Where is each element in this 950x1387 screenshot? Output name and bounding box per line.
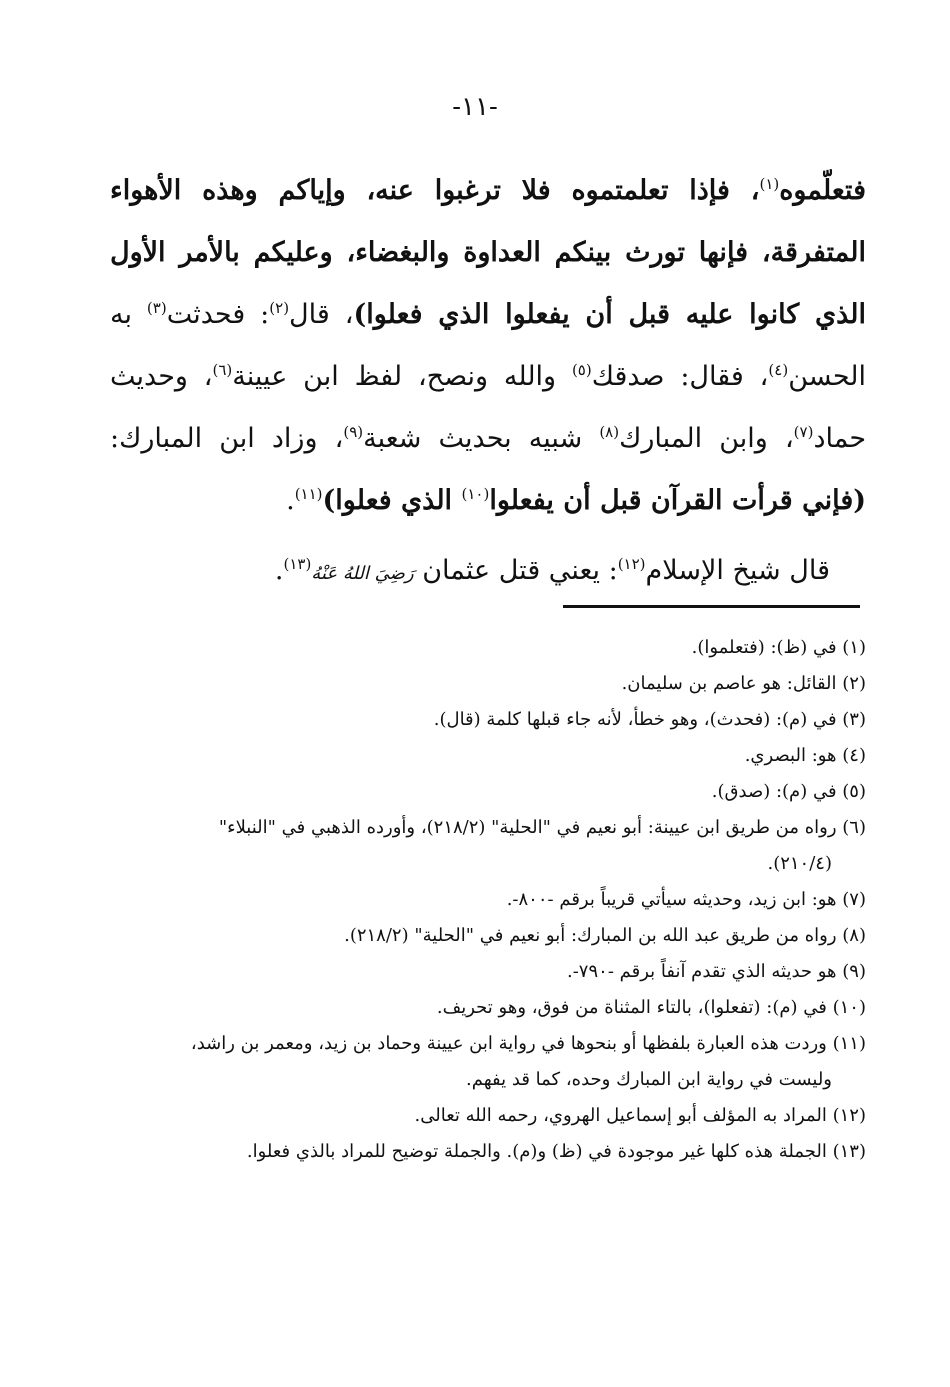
- footnote-ref: (١١): [294, 485, 323, 503]
- footnote-text: (٢) القائل: هو عاصم بن سليمان.: [621, 673, 866, 694]
- text-segment: ، فقال: صدقك: [591, 361, 769, 392]
- footnote-11: [110, 1026, 866, 1098]
- footnote-continuation: وليست في رواية ابن المبارك وحده، كما قد يفهم.: [466, 1069, 832, 1090]
- text-segment: .: [286, 485, 295, 516]
- footnote-text: (١٣) الجملة هذه كلها غير موجودة في (ظ) و(م). والجملة توضيح للمراد بالذي فعلوا.: [246, 1141, 866, 1162]
- footnote-ref: (٥): [571, 361, 592, 379]
- text-segment: ، قال: [289, 299, 354, 330]
- honorific-ligature: رَضِيَ اللهُ عَنْهُ: [311, 563, 414, 584]
- footnote-text: (٣) في (م): (فحدث)، وهو خطأ، لأنه جاء قبلها كلمة (قال).: [433, 709, 866, 730]
- text-segment: .: [274, 555, 284, 586]
- footnote-ref: (١٠): [461, 485, 490, 503]
- page-number: -١١-: [452, 92, 498, 122]
- main-paragraph-text: [110, 160, 866, 532]
- text-segment: الذي فعلوا): [322, 485, 462, 516]
- text-segment: (فإني قرأت القرآن قبل أن يفعلوا: [489, 485, 866, 516]
- footnote-9: [110, 954, 866, 990]
- text-segment: فتعلّموه: [779, 175, 866, 206]
- footnote-text: (٨) رواه من طريق عبد الله بن المبارك: أبو نعيم في "الحلية" (٢١٨/٢).: [344, 925, 866, 946]
- footnote-text: (١١) وردت هذه العبارة بلفظها أو بنحوها في رواية ابن عيينة وحماد بن زيد، ومعمر بن راشد،: [190, 1033, 866, 1054]
- footnote-12: [110, 1098, 866, 1134]
- text-segment: به الحسن: [110, 299, 866, 392]
- footnote-ref: (٨): [599, 423, 620, 441]
- footnote-text: (٩) هو حديثه الذي تقدم آنفاً برقم -٧٩٠-.: [566, 961, 866, 982]
- footnote-7: [110, 882, 866, 918]
- text-segment: والله ونصح، لفظ ابن عيينة: [232, 361, 572, 392]
- footnote-ref: (٧): [793, 423, 814, 441]
- text-segment: ، وزاد ابن المبارك:: [110, 423, 344, 454]
- footnote-5: [110, 774, 866, 810]
- quote-line: [110, 540, 830, 605]
- footnote-text: (١٢) المراد به المؤلف أبو إسماعيل الهروي، رحمه الله تعالى.: [414, 1105, 866, 1126]
- footnote-continuation: (٢١٠/٤).: [767, 853, 832, 874]
- footnote-13: [110, 1134, 866, 1170]
- footnote-1: [110, 630, 866, 666]
- footnote-divider: [563, 605, 860, 608]
- text-segment: ، وابن المبارك: [619, 423, 794, 454]
- footnote-ref: (٦): [212, 361, 233, 379]
- footnote-ref: (١٣): [283, 555, 312, 573]
- text-segment: قال شيخ الإسلام: [645, 555, 830, 586]
- text-segment: شبيه بحديث شعبة: [363, 423, 600, 454]
- footnote-ref: (١): [759, 175, 780, 193]
- text-segment: ، وحديث حماد: [110, 361, 867, 454]
- footnotes-list: [110, 630, 866, 1170]
- footnote-text: (٥) في (م): (صدق).: [711, 781, 866, 802]
- footnote-text: (١٠) في (م): (تفعلوا)، بالتاء المثناة من فوق، وهو تحريف.: [436, 997, 866, 1018]
- text-segment: : فحدثت: [166, 299, 270, 330]
- footnote-8: [110, 918, 866, 954]
- main-paragraph: [110, 160, 866, 532]
- footnote-ref: (٩): [343, 423, 364, 441]
- footnote-ref: (٤): [768, 361, 789, 379]
- footnote-3: [110, 702, 866, 738]
- footnote-ref: (١٢): [617, 555, 646, 573]
- footnote-text: (٤) هو: البصري.: [744, 745, 866, 766]
- footnote-2: [110, 666, 866, 702]
- footnote-ref: (٢): [269, 299, 290, 317]
- footnote-4: [110, 738, 866, 774]
- footnote-text: (٧) هو: ابن زيد، وحديثه سيأتي قريباً برقم -٨٠٠-.: [506, 889, 866, 910]
- footnote-10: [110, 990, 866, 1026]
- footnote-text: (٦) رواه من طريق ابن عيينة: أبو نعيم في "الحلية" (٢١٨/٢)، وأورده الذهبي في "النبلاء": [218, 817, 866, 838]
- text-segment: ، فإذا تعلمتموه فلا ترغبوا عنه، وإياكم وهذه الأهواء المتفرقة، فإنها تورث بينكم العداوة والبغضاء، وعليكم بالأمر الأول الذي كانوا عليه قبل أن يفعلوا الذي فعلوا): [110, 175, 866, 330]
- footnote-6: [110, 810, 866, 882]
- footnote-ref: (٣): [146, 299, 167, 317]
- text-segment: : يعني قتل عثمان: [413, 555, 618, 586]
- footnote-text: (١) في (ظ): (فتعلموا).: [691, 637, 866, 658]
